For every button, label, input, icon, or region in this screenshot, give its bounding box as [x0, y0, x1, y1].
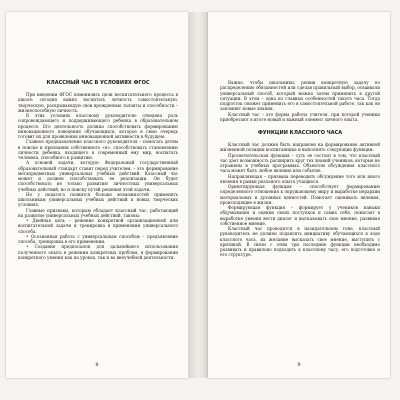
bullet-item: • Осознанная работа с универсальным способом – предъявление способа, тренировка в его применении.: [18, 233, 178, 244]
paragraph: Но у педагога появится больше возможностей применять школьникам универсальных учебных действий в новых творческих условиях.: [18, 191, 178, 208]
paragraph: Направляющая – призвана переводить обсуждение того или иного явления в рамки реального опыта учащихся.: [220, 173, 380, 184]
bullet-item: • Создание предпосылок для дальнейшего использования полученного опыта в решении конкретных проблем, в формировании конкретного умения как на уроках, так и во внеучебной деятельности.: [18, 244, 178, 260]
right-page: [208, 12, 390, 378]
paragraph: Важно, чтобы школьники, решив конкретную задачу по распределению обязанностей или сделав правильный выбор, осваивали универсальный способ, который можно затем применить в другой ситуации. В этом – одна из главных особенностей такого часа. Тогда подросток сможет применить его в самостоятельной работе, так как он запомнит новые знания.: [220, 80, 380, 112]
paragraph: Просветительская функция – суть ее состоит в том, что классный час дает возможность расширить круг тех знаний учеников, которые не отражены в учебных программах. Объектом обсуждения классного часа может быть любое явление или событие.: [220, 152, 380, 174]
page-number: 8: [95, 362, 99, 368]
paragraph: А основой задачи, которую Федеральный государственный образовательный стандарт ставит перед учителем, – это формирование метапредметных универсальных учебных действий. Классный час может и должен способствовать ее реализации. Он будет способствовать не только развитию личностных универсальных учебных действий, но и поиску путей решения этой задачи.: [18, 160, 178, 192]
right-page-column: [220, 24, 380, 258]
right-page-heading: ФУНКЦИИ КЛАССНОГО ЧАСА: [257, 130, 343, 136]
bullet-item: • Двойная цель – решение конкретной организационной или воспитательной задачи и тренировка в применении универсального способа.: [18, 218, 178, 234]
left-page: [6, 12, 188, 378]
page-number: 9: [297, 362, 301, 368]
paragraph: Формирующая функция – формирует у учеников навыки обдумывания и оценки своих поступков и самих себя, помогает в выработке умения вести диалог и высказывать свое мнение, развивая собственное мнение.: [220, 205, 380, 226]
left-page-column: [18, 24, 178, 260]
paragraph: Классный час проводится в назидательном тоне, классный руководитель не должен подавлять инициативу обучающихся в ходе классного часа, их желание высказать свое мнение, выступить с критикой. В связи с этим три последние функции необходимо развивать и правильно подходить к классному часу, его подготовке и его структуре.: [220, 226, 380, 258]
paragraph: Ориентирующая функция – способствует формированию определенного отношения к окружающему миру и выработке иерархии материальных и духовных ценностей. Помогает оценивать явления, происходящие в жизни.: [220, 184, 380, 205]
paragraph: Классный час – это форма работы учителя, при которой ученики приобретают в итоге новый и важный элемент личного опыта.: [220, 111, 380, 122]
left-page-heading: КЛАССНЫЙ ЧАС В УСЛОВИЯХ ФГОС: [46, 80, 150, 86]
paragraph: Классный час должен быть направлен на формирование активной жизненной позиции воспитанника и выполнять следующие функции:: [220, 142, 380, 153]
paragraph: Главное предназначение классного руководителя – помогать детям в поиске и признании собственного «я», способствовать становлению личности ребенка, входящего в современный ему мир, воспитать человека, способного к развитию.: [18, 139, 178, 160]
paragraph: В этих условиях классному руководителю отведена роль сопровождающего и поддерживающего ребенка в образовательном процессе. Его деятельность должна способствовать формированию инновационного поведения обучающихся, которое в свою очередь готовит их для проявления инновационной активности в будущем.: [18, 113, 178, 139]
paragraph: При введении ФГОС изменились цели воспитательного процесса в школе: сегодня важно воспитать личность самостоятельную, творческую, раскрывающую свои врожденные таланты и способности – жизнеспособную личность.: [18, 92, 178, 113]
paragraph: Главные признаки, которым обладает классный час, работающий на развитие универсальных учебных действий, таковы:: [18, 207, 178, 218]
book-gutter: [188, 12, 208, 378]
